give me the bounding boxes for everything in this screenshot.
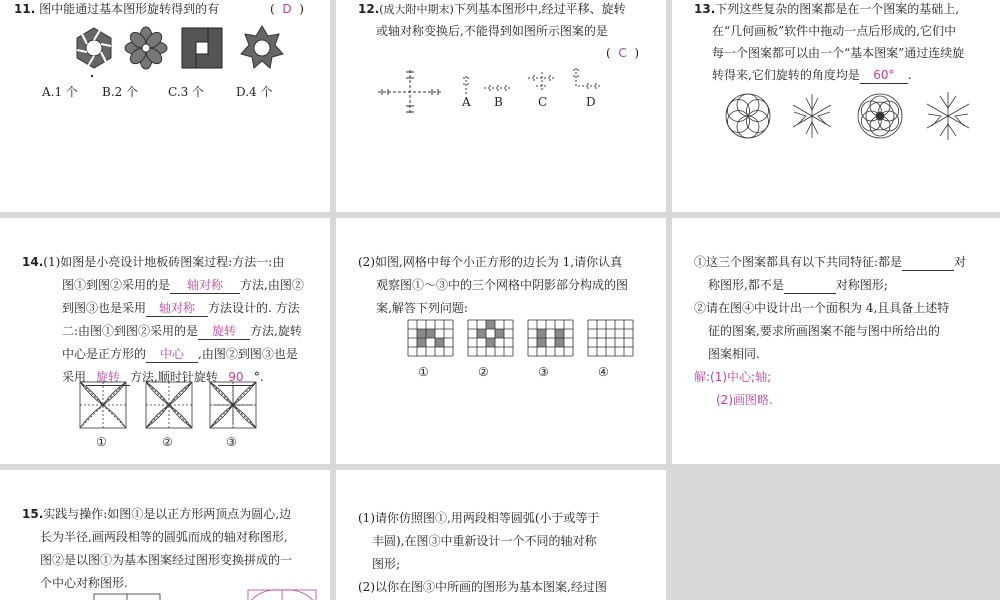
grid-shaded-cell [426,329,435,338]
q12-main-pattern [378,70,442,114]
q14-tile-3-label: ③ [226,435,237,449]
question-15-continued-panel [336,470,666,600]
q11-pinwheel-figure [77,28,111,68]
q12-stem-line2: 或轴对称变换后,不能得到如图所示图案的是 [376,24,608,38]
q15b-line3: 图形; [372,557,401,571]
q11-star-figure [241,26,283,68]
q14-tile-2-label: ② [162,435,173,449]
q14-answer-6: 90 [218,369,254,386]
q15-figure-1 [94,594,160,600]
q15b-line2: 丰圆),在图③中重新设计一个不同的轴对称 [372,534,597,548]
q14-grid-3-label: ③ [538,365,549,379]
q14c-line3: ②请在图④中设计出一个面积为 4,且具备上述特 [694,301,950,315]
grid-shaded-cell [417,329,426,338]
q11-stem: 11. 图中能通过基本图形旋转得到的有 [14,2,220,16]
q14c-blank-1 [902,254,954,271]
q14c-line5: 图案相同. [708,347,760,361]
q13-star-2 [927,92,969,140]
question-12-panel [336,0,666,212]
q12-stem-line1: 12.(成大附中期末)下列基本图形中,经过平移、旋转 [358,2,626,16]
q14-tile-2 [146,382,192,428]
question-14-subquestions-panel [672,218,1000,464]
q13-line4: 转得来,它们旋转的角度均是 60° . [712,68,912,82]
q15-line3: 图②是以图①为基本图案经过图形变换拼成的一 [40,553,293,567]
q14-tile-3 [210,382,256,428]
grid-shaded-cell [486,320,495,329]
grid-shaded-cell [477,329,486,338]
q13-line1: 13.下列这些复杂的图案都是在一个图案的基础上, [694,2,960,16]
grid-shaded-cell [495,329,504,338]
q11-flower-figure [125,27,167,69]
question-14-part1-panel [0,218,330,464]
q12-option-d-shape [573,68,602,89]
q14c-solution-line2: (2)画图略. [716,393,773,407]
q11-option-a: A.1 个 [42,85,78,99]
q13-rosette-2 [858,94,902,138]
question-14-part2-panel [336,218,666,464]
question-15-panel [0,470,330,600]
q12-option-a-label: A [462,95,471,109]
q14-grid-2-label: ② [478,365,489,379]
q13-rosette-1 [726,94,770,138]
grid-shaded-cell [486,338,495,347]
grid-shaded-cell [555,338,564,347]
q14c-blank-2 [784,277,836,294]
q15-line4: 个中心对称图形. [40,576,128,590]
q12-option-b-label: B [494,95,503,109]
q12-option-c-label: C [538,95,548,109]
grid-shaded-cell [555,329,564,338]
q14b-line2: 观察图①～③中的三个网格中阴影部分构成的图 [376,278,629,292]
q11-option-d: D.4 个 [236,85,273,99]
q14-answer-1: 轴对称 [170,277,240,294]
q14-line4: 二:由图①到图②采用的是 旋转 方法,旋转 [62,324,302,338]
q13-line3: 每一个图案都可以由一个“基本图案”通过连续旋 [712,46,965,60]
q14-line5: 中心是正方形的 中心 ,由图②到图③也是 [62,347,298,361]
q11-option-c: C.3 个 [168,85,205,99]
q14-answer-5: 旋转 [86,369,130,386]
q14c-line2: 称图形,都不是 对称图形; [708,278,888,292]
q14-tile-1-label: ① [96,435,107,449]
q13-answer: 60° [860,67,908,84]
grid-shaded-cell [537,338,546,347]
q14-grid-3 [528,320,573,356]
q14-answer-2: 轴对称 [146,300,208,317]
q11-option-b: B.2 个 [102,85,139,99]
q11-figures [0,0,330,212]
q13-star-1 [793,94,831,138]
q15b-line1: (1)请你仿照图①,用两段相等圆弧(小于或等于 [358,511,600,525]
question-11-panel [0,0,330,212]
q14b-line1: (2)如图,网格中每个小正方形的边长为 1,请你认真 [358,255,623,269]
grid-shaded-cell [435,338,444,347]
grid-shaded-cell [417,338,426,347]
q15-line1: 15.实践与操作:如图①是以正方形两顶点为圆心,边 [22,507,292,521]
q12-answer-paren: ( C ) [606,46,640,60]
q13-line2: 在“几何画板”软件中拖动一点后形成的,它们中 [712,24,957,38]
q14-line2: 图①到图②采用的是 轴对称 方法,由图② [62,278,304,292]
q14-tile-1 [80,382,126,428]
q14-grid-1-label: ① [418,365,429,379]
q14-grid-4 [588,320,633,356]
q14-answer-3: 旋转 [198,323,250,340]
q12-answer: C [618,46,627,60]
question-13-panel [672,0,1000,212]
q14c-line4: 征的图案,要求所画图案不能与图中所给出的 [708,324,940,338]
q15-line2: 长为半径,画两段相等的圆弧而成的轴对称图形, [40,530,288,544]
q11-answer: D [282,2,292,16]
q15-figure-2 [248,590,316,600]
q11-interlock-figure [182,28,222,68]
q14-answer-4: 中心 [146,346,198,363]
q14c-line1: ①这三个图案都具有以下共同特征:都是 对 [694,255,967,269]
q14b-line3: 案,解答下列问题: [376,301,468,315]
q14-grid-figures [336,218,666,464]
q14-grid-2 [468,320,513,356]
q11-answer-paren: ( D ) [270,2,304,16]
q14-tile-figures [0,218,330,464]
q14-grid-4-label: ④ [598,365,609,379]
q12-option-d-label: D [586,95,596,109]
q14c-solution-line1: 解:(1)中心;轴; [694,370,772,384]
q15-figures [0,470,330,600]
q12-option-c-shape [528,72,556,90]
grid-shaded-cell [537,329,546,338]
q14-line1: 14.(1)如图是小亮设计地板砖图案过程:方法一:由 [22,255,285,269]
q13-figures [672,0,1000,212]
q15b-line4: (2)以你在图③中所画的图形为基本图案,经过图 [358,580,607,594]
q14-line6: 采用 旋转 方法,顺时针旋转 90 °. [62,370,264,384]
q14-grid-1 [408,320,453,356]
q14-line3: 到图③也是采用 轴对称 方法设计的. 方法 [62,301,300,315]
